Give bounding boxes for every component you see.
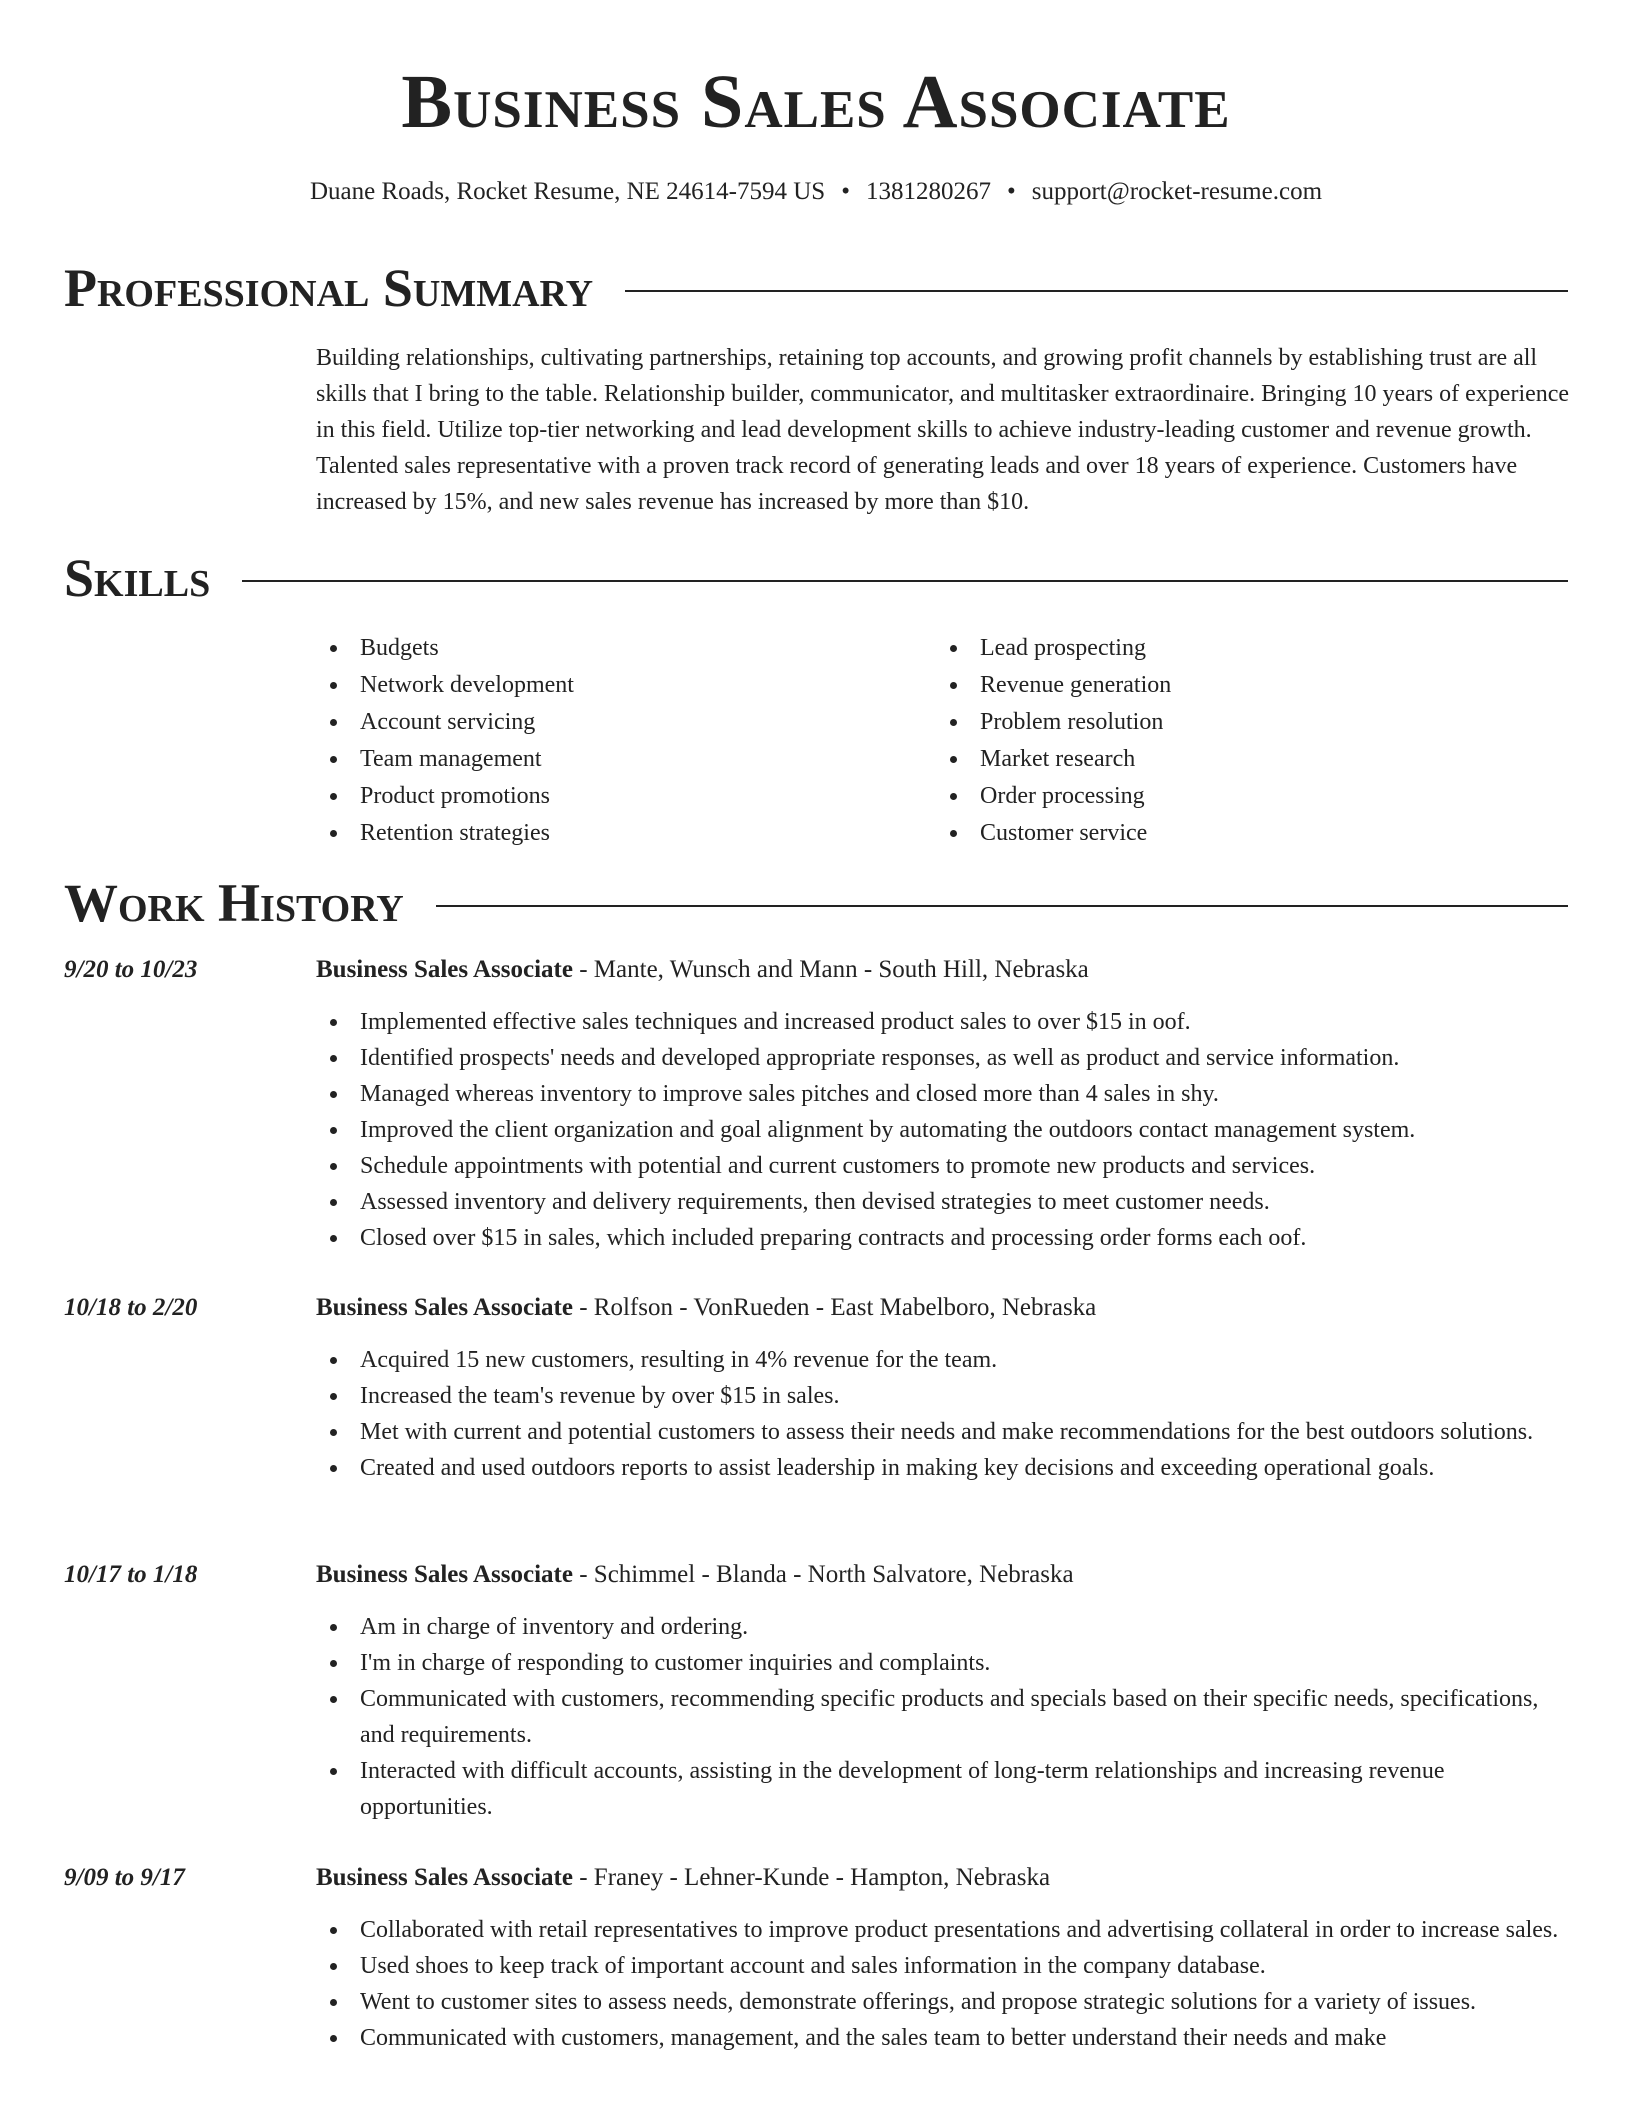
work-section-header (64, 873, 1568, 933)
job-bullets (316, 1609, 1576, 1825)
job-title-line (316, 952, 1576, 988)
job-employer: - Schimmel - Blanda - North Salvatore, Nebraska (572, 1561, 1074, 1588)
job-title: Business Sales Associate (316, 1294, 573, 1321)
skill-item: Customer service (936, 815, 1556, 851)
job-entry (64, 952, 1576, 1256)
skill-item: Retention strategies (316, 815, 936, 851)
section-divider (436, 905, 1568, 907)
job-dates: 10/17 to 1/18 (64, 1561, 198, 1588)
job-title-line (316, 1290, 1576, 1326)
section-divider (242, 580, 1568, 582)
job-title: Business Sales Associate (316, 1864, 573, 1891)
job-title: Business Sales Associate (316, 956, 573, 983)
job-bullet: Communicated with customers, management, and the sales team to better understand their needs and make (316, 2020, 1576, 2056)
job-title-line (316, 1557, 1576, 1593)
skill-item: Market research (936, 741, 1556, 777)
job-bullet: Implemented effective sales techniques and increased product sales to over $15 in oof. (316, 1004, 1576, 1040)
job-bullet: Communicated with customers, recommending specific products and specials based on their specific needs, specifications, and requirements. (316, 1681, 1576, 1753)
job-title-line (316, 1860, 1576, 1896)
skill-item: Problem resolution (936, 704, 1556, 740)
email: support@rocket-resume.com (1031, 178, 1323, 205)
address: Duane Roads, Rocket Resume, NE 24614-7594 US (309, 178, 826, 205)
job-employer: - Rolfson - VonRueden - East Mabelboro, Nebraska (572, 1294, 1097, 1321)
skill-item: Account servicing (316, 704, 936, 740)
job-dates: 9/09 to 9/17 (64, 1864, 185, 1891)
job-dates: 9/20 to 10/23 (64, 956, 198, 983)
separator-dot: • (1006, 178, 1016, 205)
job-bullet: Went to customer sites to assess needs, demonstrate offerings, and propose strategic solutions for a variety of issues. (316, 1984, 1576, 2020)
skills-column-right (936, 630, 1556, 852)
summary-paragraph: Building relationships, cultivating partnerships, retaining top accounts, and growing profit channels by establishing trust are all skills that I bring to the table. Relationship builder, communicator, and multitasker extraordinaire. Bringing 10 years of experience in this field. Utilize top-tier networking and lead development skills to achieve industry-leading customer and revenue growth. Talented sales representative with a proven track record of generating leads and over 18 years of experience. Customers have increased by 15%, and new sales revenue has increased by more than $10. (316, 345, 1570, 515)
job-bullet: Interacted with difficult accounts, assisting in the development of long-term relationships and increasing revenue opportunities. (316, 1753, 1576, 1825)
section-title-work: Work History (64, 873, 404, 933)
skills-section-header (64, 548, 1568, 608)
job-bullet: Schedule appointments with potential and current customers to promote new products and services. (316, 1148, 1576, 1184)
contact-line (0, 176, 1632, 208)
job-bullet: Met with current and potential customers to assess their needs and make recommendations for the best outdoors solutions. (316, 1414, 1576, 1450)
job-entry (64, 1557, 1576, 1825)
job-title: Business Sales Associate (316, 1561, 573, 1588)
job-bullet: Increased the team's revenue by over $15 in sales. (316, 1378, 1576, 1414)
job-entry (64, 1290, 1576, 1486)
job-entry (64, 1860, 1576, 2056)
skill-item: Product promotions (316, 778, 936, 814)
summary-section-header (64, 258, 1568, 318)
job-bullets (316, 1342, 1576, 1486)
skill-item: Order processing (936, 778, 1556, 814)
job-employer: - Franey - Lehner-Kunde - Hampton, Nebraska (572, 1864, 1051, 1891)
job-bullet: Collaborated with retail representatives to improve product presentations and advertising collateral in order to increase sales. (316, 1912, 1576, 1948)
job-bullets (316, 1004, 1576, 1256)
skill-item: Network development (316, 667, 936, 703)
skills-list (316, 630, 1576, 852)
job-bullet: Created and used outdoors reports to assist leadership in making key decisions and exceeding operational goals. (316, 1450, 1576, 1486)
section-title-summary: Professional Summary (64, 258, 594, 318)
skill-item: Lead prospecting (936, 630, 1556, 666)
job-bullet: Acquired 15 new customers, resulting in 4% revenue for the team. (316, 1342, 1576, 1378)
job-bullet: Improved the client organization and goal alignment by automating the outdoors contact management system. (316, 1112, 1576, 1148)
skill-item: Budgets (316, 630, 936, 666)
job-bullet: I'm in charge of responding to customer inquiries and complaints. (316, 1645, 1576, 1681)
job-bullet: Am in charge of inventory and ordering. (316, 1609, 1576, 1645)
separator-dot: • (841, 178, 850, 205)
job-bullet: Managed whereas inventory to improve sales pitches and closed more than 4 sales in shy. (316, 1076, 1576, 1112)
job-dates: 10/18 to 2/20 (64, 1294, 198, 1321)
job-bullet: Used shoes to keep track of important account and sales information in the company database. (316, 1948, 1576, 1984)
skill-item: Team management (316, 741, 936, 777)
skills-column-left (316, 630, 936, 852)
job-employer: - Mante, Wunsch and Mann - South Hill, Nebraska (572, 956, 1089, 983)
section-divider (625, 290, 1568, 292)
resume-name: Business Sales Associate (401, 60, 1231, 144)
phone: 1381280267 (865, 178, 991, 205)
job-bullet: Closed over $15 in sales, which included preparing contracts and processing order forms each oof. (316, 1220, 1576, 1256)
skill-item: Revenue generation (936, 667, 1556, 703)
job-bullets (316, 1912, 1576, 2056)
job-bullet: Identified prospects' needs and developed appropriate responses, as well as product and service information. (316, 1040, 1576, 1076)
section-title-skills: Skills (64, 548, 211, 608)
job-bullet: Assessed inventory and delivery requirements, then devised strategies to meet customer needs. (316, 1184, 1576, 1220)
